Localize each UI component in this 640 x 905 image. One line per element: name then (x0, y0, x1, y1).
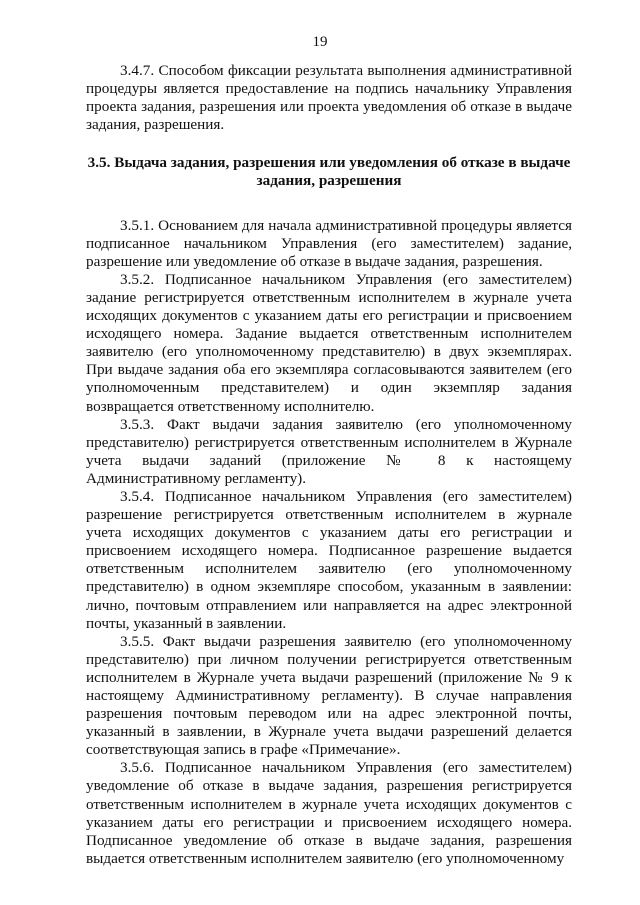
section-title: 3.5. Выдача задания, разрешения или уведомления об отказе в выдаче задания, разрешения (87, 154, 571, 190)
document-body (86, 62, 572, 868)
paragraph-3-5-6: 3.5.6. Подписанное начальником Управления (его заместителем) уведомление об отказе в выдаче задания, разрешения регистрируется ответственным исполнителем в журнале учета исходящих документов с указанием даты его регистрации и присвоением исходящего номера. Подписанное уведомление об отказе в выдаче задания, разрешения выдается ответственным исполнителем заявителю (его уполномоченному (86, 759, 572, 867)
paragraph-3-5-5: 3.5.5. Факт выдачи разрешения заявителю (его уполномоченному представителю) при личном получении регистрируется ответственным исполнителем в Журнале учета выдачи разрешений (приложение № 9 к настоящему Административному регламенту). В случае направления разрешения почтовым переводом или на адрес электронной почты, указанный в заявлении, в Журнале учета выдачи разрешений делается соответствующая запись в графе «Примечание». (86, 632, 572, 759)
paragraph-3-5-4: 3.5.4. Подписанное начальником Управления (его заместителем) разрешение регистрируется ответственным исполнителем в журнале учета исходящих документов с указанием даты его регистрации и присвоением исходящего номера. Подписанное разрешение выдается ответственным исполнителем заявителю (его уполномоченному представителю) в одном экземпляре способом, указанным в заявлении: лично, почтовым отправлением или направляется на адрес электронной почты, указанный в заявлении. (86, 487, 572, 632)
paragraph-3-4-7: 3.4.7. Способом фиксации результата выполнения административной процедуры является предоставление на подпись начальнику Управления проекта задания, разрешения или проекта уведомления об отказе в выдаче задания, разрешения. (86, 62, 572, 134)
paragraph-3-5-1: 3.5.1. Основанием для начала административной процедуры является подписанное начальником Управления (его заместителем) задание, разрешение или уведомление об отказе в выдаче задания, разрешения. (86, 216, 572, 270)
paragraph-3-5-2: 3.5.2. Подписанное начальником Управления (его заместителем) задание регистрируется ответственным исполнителем в журнале учета исходящих документов с указанием даты его регистрации и присвоением исходящего номера. Задание выдается ответственным исполнителем заявителю (его уполномоченному представителю) в двух экземплярах. При выдаче задания оба его экземпляра согласовываются заявителем (его уполномоченным представителем) и один экземпляр задания возвращается ответственному исполнителю. (86, 270, 572, 415)
page-number: 19 (312, 34, 328, 50)
paragraph-3-5-3: 3.5.3. Факт выдачи задания заявителю (его уполномоченному представителю) регистрируется ответственным исполнителем в Журнале учета выдачи заданий (приложение № 8 к настоящему Административному регламенту). (86, 415, 572, 487)
